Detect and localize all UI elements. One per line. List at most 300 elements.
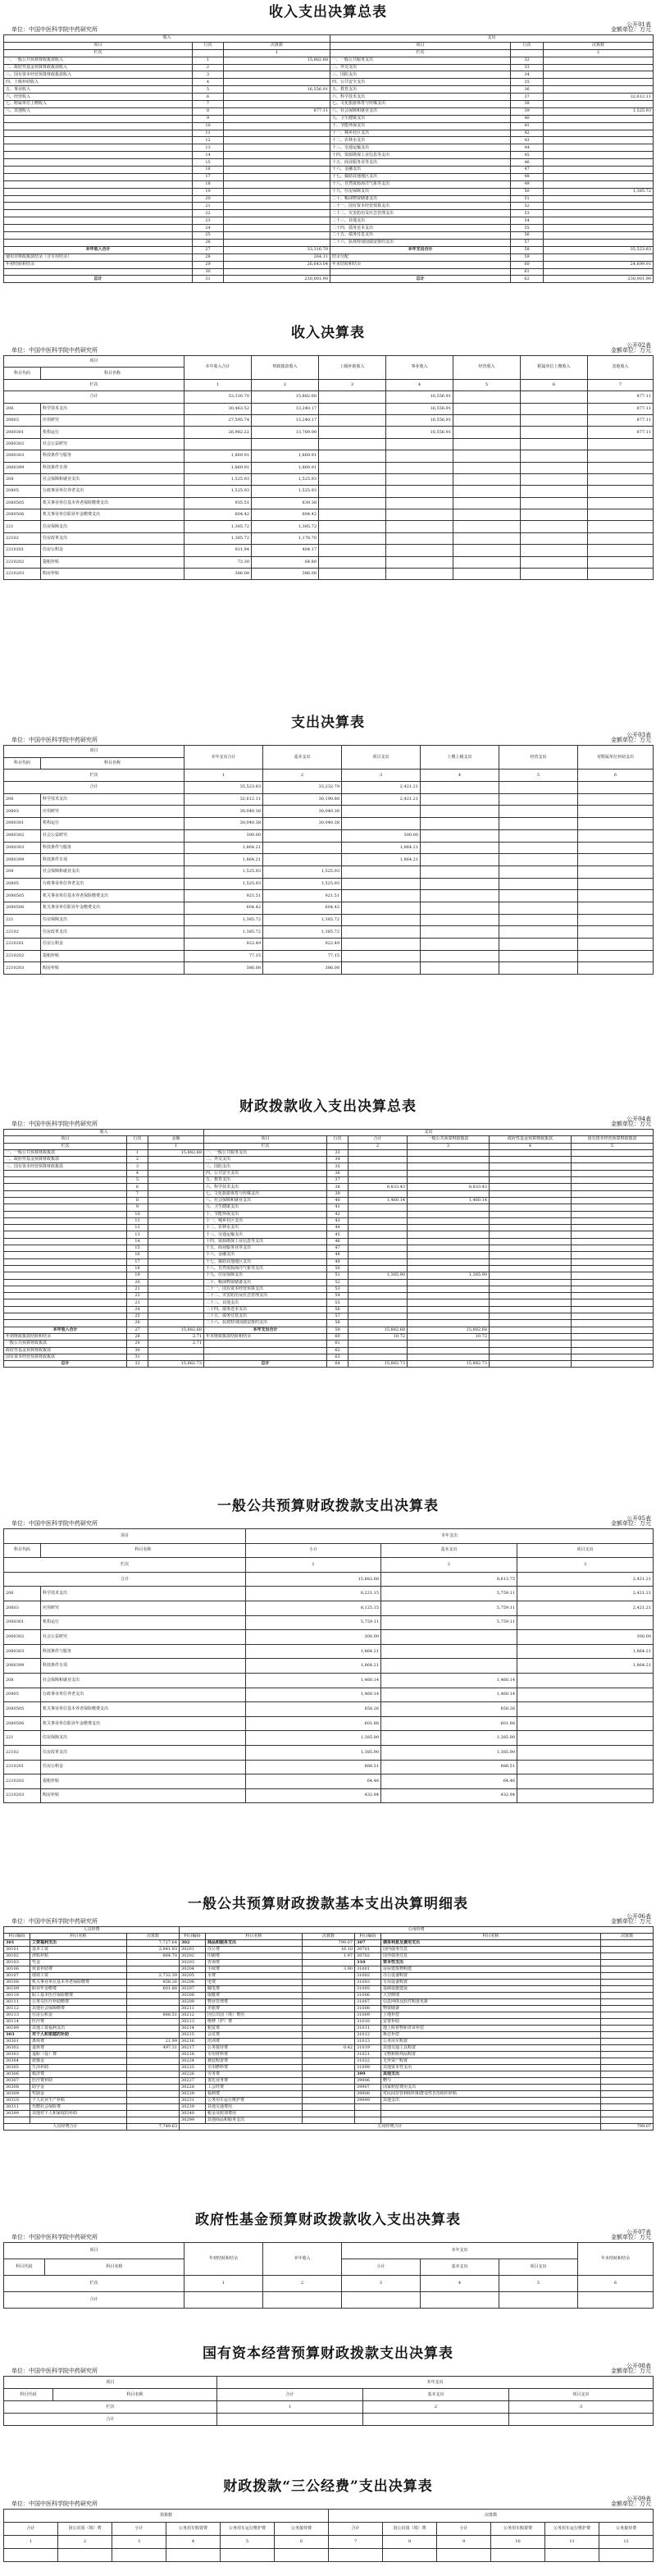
table-cell: 221 [4, 521, 41, 532]
table-cell: 住房保障支出 [41, 521, 184, 532]
table-row [4, 1238, 654, 1245]
table-cell [30, 2117, 127, 2124]
table-cell: 1,460.14 [381, 1673, 517, 1688]
table-cell: 18 [193, 180, 224, 188]
table-cell [601, 2098, 654, 2104]
table-cell: 二十五、债务付息支出 [204, 1313, 327, 1320]
table-row [4, 71, 654, 79]
col-header: 项目 [4, 2377, 217, 2389]
table-4-title: 财政拨款收入支出决算总表 [239, 1098, 417, 1115]
table-cell: 30211 [180, 2006, 206, 2012]
table-row [4, 1286, 654, 1292]
table-cell: 54 [327, 1293, 348, 1299]
table-cell [127, 2065, 180, 2071]
table-cell [303, 2039, 355, 2045]
table-row [4, 268, 654, 276]
table-cell [453, 556, 521, 568]
table-cell: 38 [327, 1184, 348, 1190]
table-cell: 三、国防支出 [204, 1163, 327, 1170]
table-cell [499, 950, 578, 962]
table-cell [521, 532, 588, 544]
table-cell: 九、卫生健康支出 [204, 1204, 327, 1211]
table-cell: 41 [327, 1204, 348, 1211]
table-3 [3, 745, 654, 975]
table-cell [572, 1245, 654, 1252]
table-cell [408, 1149, 490, 1156]
table-cell [572, 1170, 654, 1176]
table-cell [348, 1347, 408, 1354]
table-cell [601, 1993, 654, 1999]
table-cell [319, 462, 386, 473]
table-row [4, 1231, 654, 1238]
table-cell: 64 [327, 1361, 348, 1368]
table-cell [588, 486, 654, 497]
table-cell [204, 1354, 327, 1360]
table-cell: 二十、粮油物资储备支出 [330, 195, 511, 203]
table-cell: 77.15 [263, 950, 342, 962]
table-cell: 物业管理费 [206, 1999, 303, 2006]
table-cell [263, 842, 342, 854]
table-cell: 二十四、债务还本支出 [330, 225, 511, 232]
table-cell [4, 188, 193, 195]
table-cell: 27,595.74 [184, 414, 252, 426]
table-cell: 30,040.38 [263, 806, 342, 818]
table-cell [453, 473, 521, 485]
table-cell: 16,556.91 [386, 403, 453, 414]
table-cell [517, 1702, 654, 1717]
table-cell [319, 556, 386, 568]
table-row [4, 782, 654, 794]
table-cell [4, 1286, 127, 1292]
table-row [4, 473, 654, 485]
table-cell [148, 1184, 204, 1190]
table-cell [408, 1163, 490, 1170]
table-cell [421, 914, 499, 926]
table-row [4, 842, 654, 854]
col-header: 事业收入 [386, 356, 453, 380]
table-cell [578, 950, 654, 962]
table-cell [490, 1341, 572, 1347]
col-header: 基本支出 [263, 746, 342, 770]
table-cell [127, 2026, 180, 2032]
table-cell: 住房公积金 [41, 545, 184, 556]
unit-label: 单位：中国中医科学院中药研究所 [11, 2367, 98, 2374]
table-cell: 206 [4, 403, 41, 414]
table-cell [4, 1217, 127, 1224]
table-cell: 国家赔偿费用支出 [381, 2085, 601, 2091]
table-cell: 二十二、灾害防治及应急管理支出 [330, 210, 511, 217]
table-cell [319, 486, 386, 497]
table-cell: 31022 [355, 2058, 381, 2065]
table-cell: 五、教育支出 [330, 86, 511, 94]
table-cell: 30305 [4, 2065, 30, 2071]
table-cell: 公务员医疗补助缴费 [30, 1999, 127, 2006]
table-cell: 二十六、抗疫特别国债安排的支出 [204, 1320, 327, 1327]
table-cell [408, 1231, 490, 1238]
table-cell: 1,864.21 [184, 842, 263, 854]
table-cell: 44 [511, 144, 544, 152]
table-cell [381, 2117, 601, 2124]
table-cell: 地上附着物和青苗补偿 [381, 2026, 601, 2032]
table-cell: 30110 [4, 1993, 30, 1999]
table-cell: 30226 [180, 2071, 206, 2078]
table-cell: 1,869.91 [184, 462, 252, 473]
table-cell: 31019 [355, 2045, 381, 2052]
table-cell: 31008 [355, 2006, 381, 2012]
table-row [4, 115, 654, 122]
table-row [4, 1320, 654, 1327]
table-cell: 221 [4, 914, 41, 926]
table-cell: 政府性基金预算财政拨款 [4, 1347, 127, 1354]
table-cell [386, 497, 453, 509]
col-number: 1 [184, 379, 252, 391]
table-cell: 购房补贴 [41, 962, 184, 975]
table-cell: 30701 [355, 1947, 381, 1953]
table-cell: 1,178.70 [252, 532, 319, 544]
table-row [4, 1980, 654, 1986]
table-cell [578, 939, 654, 951]
table-row [4, 159, 654, 167]
table-cell [578, 878, 654, 890]
table-cell [386, 450, 453, 462]
table-row [4, 1601, 654, 1615]
money-unit: 金额单位：万元 [611, 2500, 651, 2507]
table-row [4, 79, 654, 86]
table-cell [303, 1986, 355, 1993]
table-cell: 其他商品和服务支出 [206, 2117, 303, 2124]
table-cell [544, 173, 654, 180]
table-cell: 1,385.72 [263, 926, 342, 939]
table-cell: 1,525.93 [263, 866, 342, 878]
col-number: 3 [342, 770, 421, 782]
table-cell [319, 473, 386, 485]
table-cell [303, 2058, 355, 2065]
table-cell: 离休费 [30, 2039, 127, 2045]
table-cell [517, 1774, 654, 1789]
table-row [4, 1572, 654, 1587]
table-cell: 24 [193, 225, 224, 232]
table-cell: 社会公益研究 [41, 829, 184, 842]
table-cell: 57 [327, 1313, 348, 1320]
table-row [4, 914, 654, 926]
table-row [4, 122, 654, 130]
table-number: 公开08表 [626, 2363, 651, 2369]
table-cell [490, 1361, 572, 1368]
table-cell [319, 438, 386, 450]
table-cell: 1 [127, 1149, 148, 1156]
table-cell: 21.99 [127, 2039, 180, 2045]
table-cell: 30301 [4, 2039, 30, 2045]
table-cell: 一、一般公共服务支出 [330, 57, 511, 64]
table-cell [263, 829, 342, 842]
table-cell: 九、卫生健康支出 [330, 115, 511, 122]
table-cell: 15,882.68 [148, 1327, 204, 1333]
table-cell [490, 1327, 572, 1333]
table-cell [319, 509, 386, 521]
table-cell: 601.88 [246, 1716, 381, 1731]
table-cell [224, 122, 330, 130]
table-cell [490, 1170, 572, 1176]
table-cell [521, 497, 588, 509]
col-header: 行次 [193, 42, 224, 49]
table-cell [303, 2085, 355, 2091]
table-cell: 208 [4, 866, 41, 878]
table-cell [490, 1286, 572, 1292]
table-cell: 职工基本医疗保险缴费 [30, 1993, 127, 1999]
table-cell [601, 2111, 654, 2117]
table-cell: 13,240.17 [252, 403, 319, 414]
table-row [4, 1204, 654, 1211]
table-cell: 办公费 [206, 1947, 303, 1953]
table-cell [521, 521, 588, 532]
table-cell: 15,882.68 [246, 1572, 381, 1587]
unit-label: 单位：中国中医科学院中药研究所 [11, 1519, 98, 1527]
col-header: 本年支出 [217, 2377, 654, 2389]
table-cell [421, 890, 499, 902]
table-cell: 31021 [355, 2052, 381, 2058]
table-cell [4, 1265, 127, 1272]
table-cell [342, 939, 421, 951]
table-cell [4, 180, 193, 188]
table-row [4, 225, 654, 232]
table-cell [348, 1149, 408, 1156]
col-header: 项目 [4, 42, 193, 49]
table-cell: 61 [511, 268, 544, 276]
table-5-meta [3, 1515, 653, 1528]
table-row [4, 1306, 654, 1313]
table-cell: 11 [193, 130, 224, 137]
col-number: 6 [521, 379, 588, 391]
table-cell [224, 225, 330, 232]
col-number: 3 [112, 2536, 166, 2549]
table-cell [421, 818, 499, 830]
table-cell: 5,759.11 [246, 1615, 381, 1630]
table-cell: 其他支出 [381, 2071, 601, 2078]
table-cell [421, 806, 499, 818]
table-row [4, 2117, 654, 2124]
table-cell: 三、国有资本经营预算财政拨款 [4, 1163, 127, 1170]
col-header: 2 [544, 49, 654, 57]
table-row [4, 217, 654, 225]
table-cell: 11 [127, 1217, 148, 1224]
col-number: 12 [599, 2536, 654, 2549]
table-cell: 2210202 [4, 1774, 41, 1789]
table-cell: 5,759.11 [381, 1601, 517, 1615]
table-cell [148, 1197, 204, 1204]
table-cell [572, 1258, 654, 1265]
table-cell: 2060303 [4, 842, 41, 854]
table-cell [127, 2058, 180, 2065]
table-cell: 16 [193, 167, 224, 174]
table-cell: 0.42 [303, 2045, 355, 2052]
table-row [4, 1184, 654, 1190]
col-header: 项目支出 [517, 1543, 654, 1558]
table-row [4, 86, 654, 94]
table-cell: 差旅费 [206, 2006, 303, 2012]
table-cell [601, 2032, 654, 2039]
table-cell [572, 1217, 654, 1224]
table-cell: 二十一、国有资本经营预算支出 [204, 1286, 327, 1292]
table-cell [490, 1293, 572, 1299]
table-cell: 提租补贴 [41, 556, 184, 568]
table-cell: 1,525.93 [184, 486, 252, 497]
table-cell [544, 115, 654, 122]
table-cell [4, 1306, 127, 1313]
table-cell: 30108 [4, 1980, 30, 1986]
table-cell [572, 1157, 654, 1163]
table-cell: 18 [127, 1265, 148, 1272]
table-cell [453, 403, 521, 414]
table-cell [342, 806, 421, 818]
table-row [4, 2058, 654, 2065]
table-cell [490, 1177, 572, 1184]
table-cell [224, 137, 330, 144]
table-cell [601, 1960, 654, 1966]
table-cell [224, 173, 330, 180]
col-header: 栏次 [4, 770, 184, 782]
table-row [4, 1361, 654, 1368]
table-cell: 59 [327, 1327, 348, 1333]
table-row [4, 1272, 654, 1279]
table-cell: 对民间非营利组织和群众性自治组织补贴 [381, 2091, 601, 2098]
table-cell [319, 569, 386, 580]
table-cell: 30113 [4, 2012, 30, 2019]
table-cell [421, 793, 499, 806]
table-cell [521, 509, 588, 521]
table-cell [303, 2098, 355, 2104]
table-cell: 委托业务费 [206, 2078, 303, 2085]
table-row [4, 890, 654, 902]
table-cell: 2080505 [4, 890, 41, 902]
table-cell: 61 [327, 1341, 348, 1347]
table-row [4, 1217, 654, 1224]
table-cell: 10.72 [408, 1333, 490, 1340]
table-cell: 31003 [355, 1980, 381, 1986]
table-cell: 23 [193, 217, 224, 225]
table-cell: 十、节能环保支出 [330, 122, 511, 130]
col-header: 本年支出 [246, 1529, 654, 1544]
table-row [4, 1313, 654, 1320]
table-cell: 2060303 [4, 1644, 41, 1659]
table-cell: 24 [127, 1306, 148, 1313]
table-cell: 国有资本经营预算财政拨款 [4, 1354, 127, 1360]
table-cell: 1,460.14 [408, 1197, 490, 1204]
table-row [4, 450, 654, 462]
table-cell [572, 1361, 654, 1368]
table-row [4, 1999, 654, 2006]
table-cell [127, 2052, 180, 2058]
table-cell: 44 [327, 1225, 348, 1231]
table-cell [4, 1190, 127, 1197]
personnel-total-value: 7,749.63 [127, 2124, 180, 2131]
table-cell: 1,864.21 [246, 1644, 381, 1659]
table-cell: 拆迁补偿 [381, 2032, 601, 2039]
table-cell: 总计 [4, 276, 193, 283]
table-cell [421, 902, 499, 914]
table-cell [421, 962, 499, 975]
table-row [4, 1702, 654, 1717]
col-header: 公务用车购置费 [491, 2523, 545, 2536]
table-cell: 六、科学技术支出 [204, 1184, 327, 1190]
table-cell: 十一、城乡社区支出 [330, 130, 511, 137]
table-cell [572, 1286, 654, 1292]
unit-label: 单位：中国中医科学院中药研究所 [11, 2233, 98, 2240]
table-cell [572, 1265, 654, 1272]
table-cell: 本年支出合计 [330, 246, 511, 253]
table-cell [386, 545, 453, 556]
table-cell: 科技条件专项 [41, 462, 184, 473]
col-header: 栏次 [4, 49, 193, 57]
table-cell: 二、外交支出 [330, 64, 511, 71]
table-cell: 16,556.91 [386, 414, 453, 426]
table-cell: 300.00 [246, 1630, 381, 1645]
table-cell [348, 1204, 408, 1211]
table-cell: 30302 [4, 2045, 30, 2052]
table-cell [601, 2078, 654, 2085]
table-row [4, 2071, 654, 2078]
table-cell: 八、社会保障和就业支出 [204, 1197, 327, 1204]
col-header: 基本支出 [363, 2389, 509, 2401]
table-2 [3, 355, 654, 580]
table-cell: 一、一般公共预算财政拨款收入 [4, 57, 193, 64]
table-cell [408, 1204, 490, 1211]
table-cell: 2 [193, 64, 224, 71]
table-cell [601, 1986, 654, 1993]
table-cell [421, 939, 499, 951]
table-cell [544, 130, 654, 137]
col-header: 本年支出 [342, 2243, 578, 2259]
table-cell: 30102 [4, 1953, 30, 1960]
table-cell: 十五、商业服务业等支出 [204, 1245, 327, 1252]
table-cell: 个人农业生产补贴 [30, 2098, 127, 2104]
table-cell [4, 1299, 127, 1306]
table-cell: 230,001.90 [224, 276, 330, 283]
table-cell: 1,864.21 [342, 842, 421, 854]
table-cell [148, 1163, 204, 1170]
table-cell: 888.51 [127, 2012, 180, 2019]
table-row [4, 1258, 654, 1265]
col-header: 科目代码 [4, 1543, 41, 1558]
col-header: 小计 [246, 1543, 381, 1558]
table-cell: 四、公共安全支出 [204, 1170, 327, 1176]
table-cell: 职业年金缴费 [30, 1986, 127, 1993]
table-cell: 1,525.93 [252, 473, 319, 485]
table-cell: 15,882.68 [252, 391, 319, 403]
table-cell: 30228 [180, 2085, 206, 2091]
table-row [4, 94, 654, 101]
table-cell: 其他资本性支出 [381, 2065, 601, 2071]
table-cell [224, 232, 330, 240]
table-cell: 22 [127, 1293, 148, 1299]
table-cell: 三、国有资本经营预算财政拨款收入 [4, 71, 193, 79]
table-cell: 8 [193, 107, 224, 115]
table-cell [421, 866, 499, 878]
table-cell: 6 [193, 94, 224, 101]
table-row [4, 1354, 654, 1360]
table-cell: 办公设备购置 [381, 1973, 601, 1980]
table-cell: 对个人和家庭的补助 [30, 2032, 127, 2039]
table-cell: 1,864.21 [517, 1644, 654, 1659]
table-cell: 31010 [355, 2019, 381, 2026]
table-cell [342, 962, 421, 975]
table-cell: 20603 [4, 1601, 41, 1615]
table-cell: 2210203 [4, 1788, 41, 1803]
table-cell [601, 2039, 654, 2045]
table-cell [453, 391, 521, 403]
table-cell [224, 239, 330, 246]
table-cell: 20603 [4, 414, 41, 426]
table-row [4, 2104, 654, 2111]
